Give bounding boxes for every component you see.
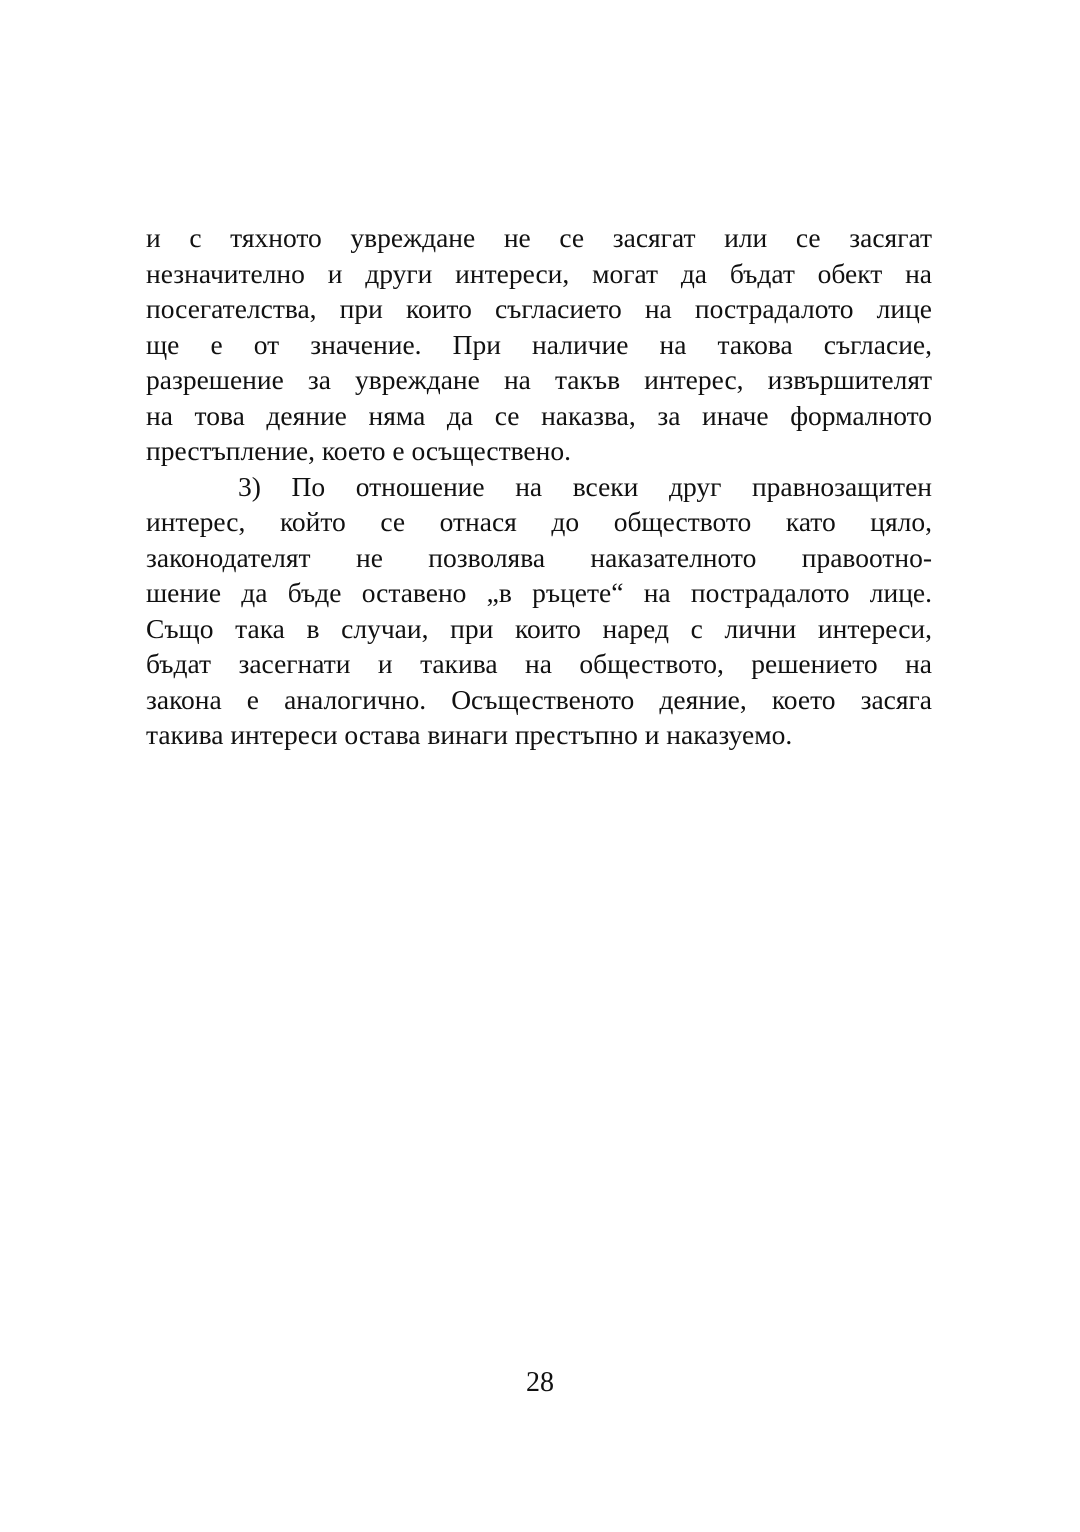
paragraph-2-line: шение да бъде оставено „в ръцете“ на пострадалото лице. (146, 577, 932, 608)
paragraph-2-line: 3) По отношение на всеки друг правнозащитен (238, 470, 932, 502)
page-number: 28 (526, 1367, 554, 1398)
paragraph-1 (146, 220, 932, 469)
paragraph-2-line: закона е аналогично. Осъщественото деяние, което засяга (146, 683, 932, 715)
body-text (146, 220, 932, 753)
paragraph-2-line: законодателят не позволява наказателното правоотно- (146, 541, 932, 573)
paragraph-2-line: такива интереси остава винаги престъпно и наказуемо. (146, 719, 793, 750)
paragraph-2-line: Също така в случаи, при които наред с лични интереси, (146, 612, 932, 644)
paragraph-1-line: посегателства, при които съгласието на пострадалото лице (146, 293, 932, 324)
paragraph-1-line: разрешение за увреждане на такъв интерес, извършителят (146, 364, 932, 395)
paragraph-1-line: на това деяние няма да се наказва, за иначе формалното (146, 399, 932, 431)
paragraph-1-line: ще е от значение. При наличие на такова съгласие, (146, 328, 932, 360)
paragraph-2-line: интерес, който се отнася до обществото като цяло, (146, 506, 932, 537)
paragraph-1-line: престъпление, което е осъществено. (146, 435, 571, 466)
paragraph-1-line: и с тяхното увреждане не се засягат или се засягат (146, 222, 932, 253)
paragraph-2-line: бъдат засегнати и такива на обществото, решението на (146, 648, 932, 679)
paragraph-1-line: незначително и други интереси, могат да бъдат обект на (146, 257, 932, 289)
paragraph-2 (146, 469, 932, 753)
